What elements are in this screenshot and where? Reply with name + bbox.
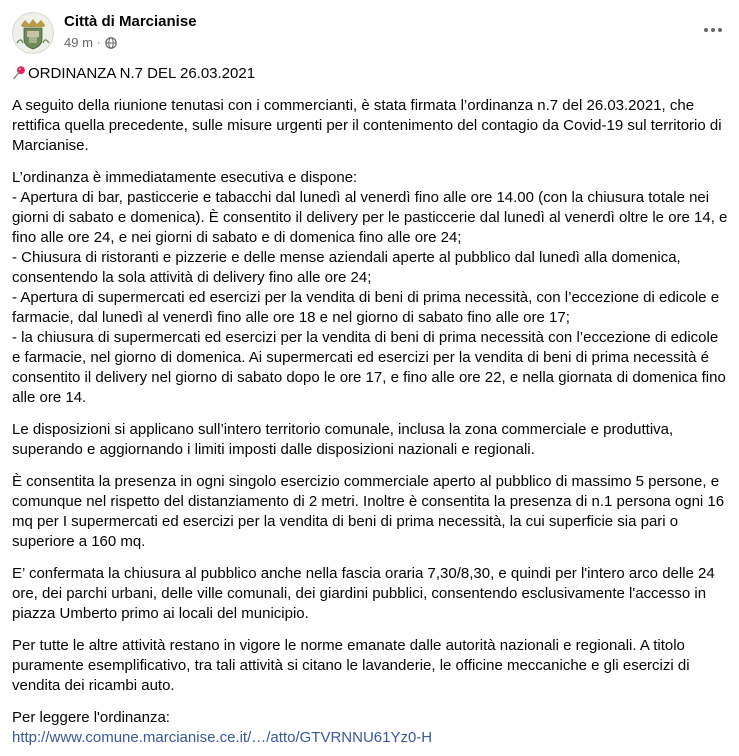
post-time[interactable]: 49 m [64,35,93,50]
post-title-text: ORDINANZA N.7 DEL 26.03.2021 [28,65,256,82]
page-name-link[interactable]: Città di Marcianise [64,13,197,30]
post-meta [64,35,117,50]
pushpin-icon [12,65,27,80]
paragraph-capacity: È consentita la presenza in ogni singolo esercizio commerciale aperto al pubblico di massimo 5 persone, e comunque nel rispetto del distanziamento di 2 metri. Inoltre è consentita la presenza di n.1 persona ogni 16 mq per I supermercati ed esercizi per la vendita di beni di prima necessità, la cui superficie sia pari o superiore a 160 mq. [12,473,725,550]
paragraph-link [12,708,728,748]
post-title [12,64,728,84]
more-horizontal-icon [703,27,723,33]
paragraph-provisions: L’ordinanza è immediatamente esecutiva e dispone: - Apertura di bar, pasticcerie e tabacchi dal lunedì al venerdì fino alle ore 14.00 (con la chiusura totale nei giorni di sabato e domenica). È consentito il delivery per le pasticcerie dal lunedì al venerdì oltre le ore 14, e fino alle ore 24, e nei giorni di sabato e di domenica fino alle ore 24; - Chiusura di ristoranti e pizzerie e delle mense aziendali aperte al pubblico dal lunedì alla domenica, consentendo la sola attività di delivery fino alle ore 24; - Apertura di supermercati ed esercizi per la vendita di beni di prima necessità, con l’eccezione di edicole e farmacie, dal lunedì al venerdì fino alle ore 18 e nel giorno di sabato fino alle ore 17; - la chiusura di supermercati ed esercizi per la vendita di beni di prima necessità con l’eccezione di edicole e farmacie, nel giorno di domenica. Ai supermercati ed esercizi per la vendita di beni di prima necessità é consentito il delivery nel giorno di sabato dopo le ore 17, e fino alle ore 22, e nella giornata di domenica fino alle ore 14. [12,169,728,406]
ordinance-link[interactable]: http://www.comune.marcianise.ce.it/…/atto/GTVRNNU61Yz0-H [12,729,433,746]
page-avatar[interactable] [12,12,54,54]
meta-separator: · [96,36,101,49]
paragraph-intro: A seguito della riunione tenutasi con i commercianti, è stata firmata l’ordinanza n.7 del 26.03.2021, che rettifica quella precedente, sulle misure urgenti per il contenimento del contagio da Covid-19 sul territorio di Marcianise. [12,97,722,154]
globe-icon[interactable] [105,37,117,49]
more-options-button[interactable] [699,20,727,40]
paragraph-parks: E’ confermata la chiusura al pubblico anche nella fascia oraria 7,30/8,30, e quindi per l'intero arco delle 24 ore, dei parchi urbani, delle ville comunali, dei giardini pubblici, consentendo esclusivamente l'accesso in piazza Umberto primo ai locali del municipio. [12,565,715,622]
link-intro: Per leggere l'ordinanza: [12,709,170,726]
post-body [12,64,728,748]
paragraph-other-activities: Per tutte le altre attività restano in vigore le norme emanate dalle autorità nazionali e regionali. A titolo puramente esemplificativo, tra tali attività si citano le lavanderie, le officine meccaniche e gli esercizi di vendita dei ricambi auto. [12,637,690,694]
paragraph-scope: Le disposizioni si applicano sull’intero territorio comunale, inclusa la zona commerciale e produttiva, superando e aggiornando i limiti imposti dalle disposizioni nazionali e regionali. [12,421,674,458]
municipal-crest-icon [13,13,53,53]
post-header [12,10,727,54]
